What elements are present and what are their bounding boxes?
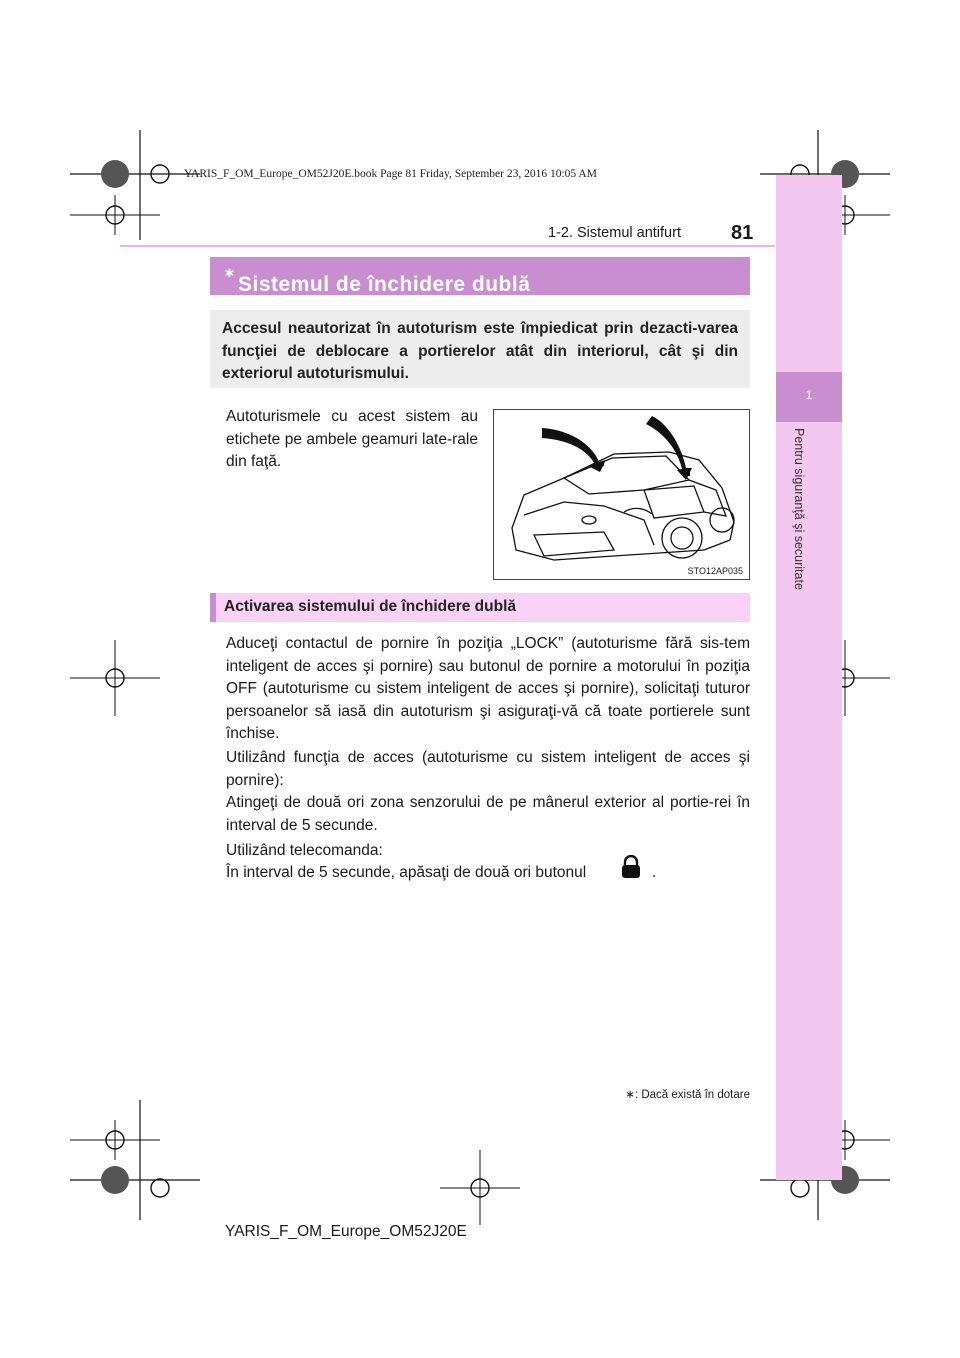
subsection-title: Activarea sistemului de închidere dublă — [224, 598, 517, 615]
side-tab-title — [770, 420, 830, 640]
section-heading: 1-2. Sistemul antifurt — [548, 225, 681, 241]
lock-icon — [620, 855, 642, 879]
page-title-bar — [210, 257, 750, 295]
figure-code: STO12AP035 — [687, 566, 743, 576]
paragraph-remote-step-end: . — [652, 864, 657, 881]
side-tab-strip — [776, 175, 842, 1180]
footnote — [560, 1087, 750, 1101]
paragraph-smart-entry-step: Atingeţi de două ori zona senzorului de pe mânerul exterior al portie-rei în interval de 5 secunde. — [226, 794, 750, 834]
intro-text: Accesul neautorizat în autoturism este împiedicat prin dezacti-varea funcţiei de deblocare a portierelor atât din interiorul, cât şi din exteriorul autoturismului. — [222, 320, 738, 382]
header-rule — [120, 245, 775, 247]
intro-box — [210, 310, 750, 388]
book-stamp: YARIS_F_OM_Europe_OM52J20E.book Page 81 Friday, September 23, 2016 10:05 AM — [184, 168, 597, 180]
paragraph-remote-step: În interval de 5 secunde, apăsaţi de două ori butonul — [226, 864, 587, 881]
side-tab-chapter — [776, 372, 842, 422]
page-title: Sistemul de închidere dublă ∗ — [224, 265, 531, 296]
footnote-mark: ∗ — [625, 1089, 635, 1101]
page-number: 81 — [731, 222, 754, 244]
chapter-title: Pentru siguranţă şi securitate — [792, 428, 806, 590]
paragraph-remote-heading: Utilizând telecomanda: — [226, 842, 383, 859]
paragraph-smart-entry-heading: Utilizând funcţia de acces (autoturisme cu sistem inteligent de acces şi pornire): — [226, 749, 750, 789]
car-illustration — [493, 409, 750, 580]
subsection-bar — [210, 593, 750, 622]
title-asterisk: ∗ — [224, 265, 236, 280]
paragraph-activation: Aduceţi contactul de pornire în poziţia „LOCK” (autoturisme fără sis-tem inteligent de acces şi pornire) sau butonul de pornire a motorului în poziţia OFF (autoturisme cu sistem inteligent de acces şi pornire), solicitaţi tuturor persoanelor să iasă din autoturism şi asiguraţi-vă că toate portierele sunt închise. — [226, 635, 750, 742]
car-note: Autoturismele cu acest sistem au etichete pe ambele geamuri late-rale din faţă. — [226, 408, 478, 470]
footnote-text: : Dacă există în dotare — [634, 1089, 750, 1101]
car-drawing — [494, 410, 749, 579]
footer-document-id: YARIS_F_OM_Europe_OM52J20E — [225, 1223, 467, 1240]
chapter-number: 1 — [805, 388, 813, 402]
